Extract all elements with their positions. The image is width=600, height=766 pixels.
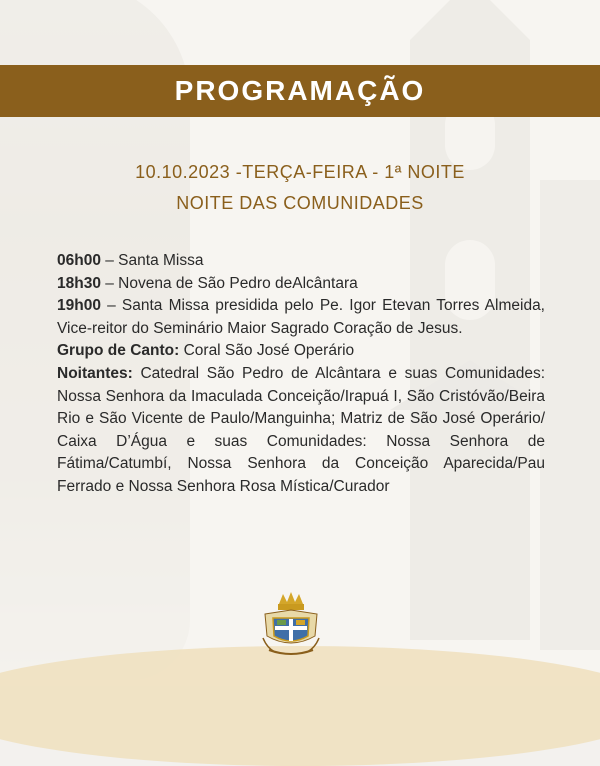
schedule-time: 18h30 <box>57 274 101 292</box>
schedule-item <box>57 295 545 340</box>
bottom-decoration <box>0 646 600 766</box>
schedule-content <box>57 250 545 499</box>
schedule-time: 06h00 <box>57 252 101 269</box>
hosts-value: Catedral São Pedro de Alcântara e suas Comunidades: Nossa Senhora da Imaculada Conceição/Irapuá I, São Cristóvão/Beira Rio e São Vicente de Paulo/Manguinha; Matriz de São José Operário/ Caixa D’Água e suas Comunidades: Nossa Senhora de Fátima/Catumbí, Nossa Senhora da Conceição Aparecida/Pau Ferrado e Nossa Senhora Rosa Mística/Curador <box>57 364 545 495</box>
schedule-item <box>57 250 545 273</box>
schedule-description: – Novena de São Pedro deAlcântara <box>100 274 358 292</box>
schedule-description: – Santa Missa presidida pelo Pe. Igor Etevan Torres Almeida, Vice-reitor do Seminário Maior Sagrado Coração de Jesus. <box>57 297 545 337</box>
hosts-label: Noitantes: <box>57 364 133 382</box>
choir-value: Coral São José Operário <box>179 342 355 360</box>
night-heading: NOITE DAS COMUNIDADES <box>176 193 424 213</box>
schedule-description: – Santa Missa <box>100 252 204 269</box>
schedule-item <box>57 273 545 296</box>
choir-line <box>57 340 545 363</box>
diocese-coat-of-arms-icon <box>261 592 321 664</box>
page-title: PROGRAMAÇÃO <box>174 75 426 106</box>
title-banner <box>0 65 600 117</box>
schedule-time: 19h00 <box>57 297 101 315</box>
hosts-paragraph <box>57 363 545 499</box>
date-heading: 10.10.2023 -TERÇA-FEIRA - 1ª NOITE <box>135 162 465 182</box>
choir-label: Grupo de Canto: <box>57 342 180 360</box>
